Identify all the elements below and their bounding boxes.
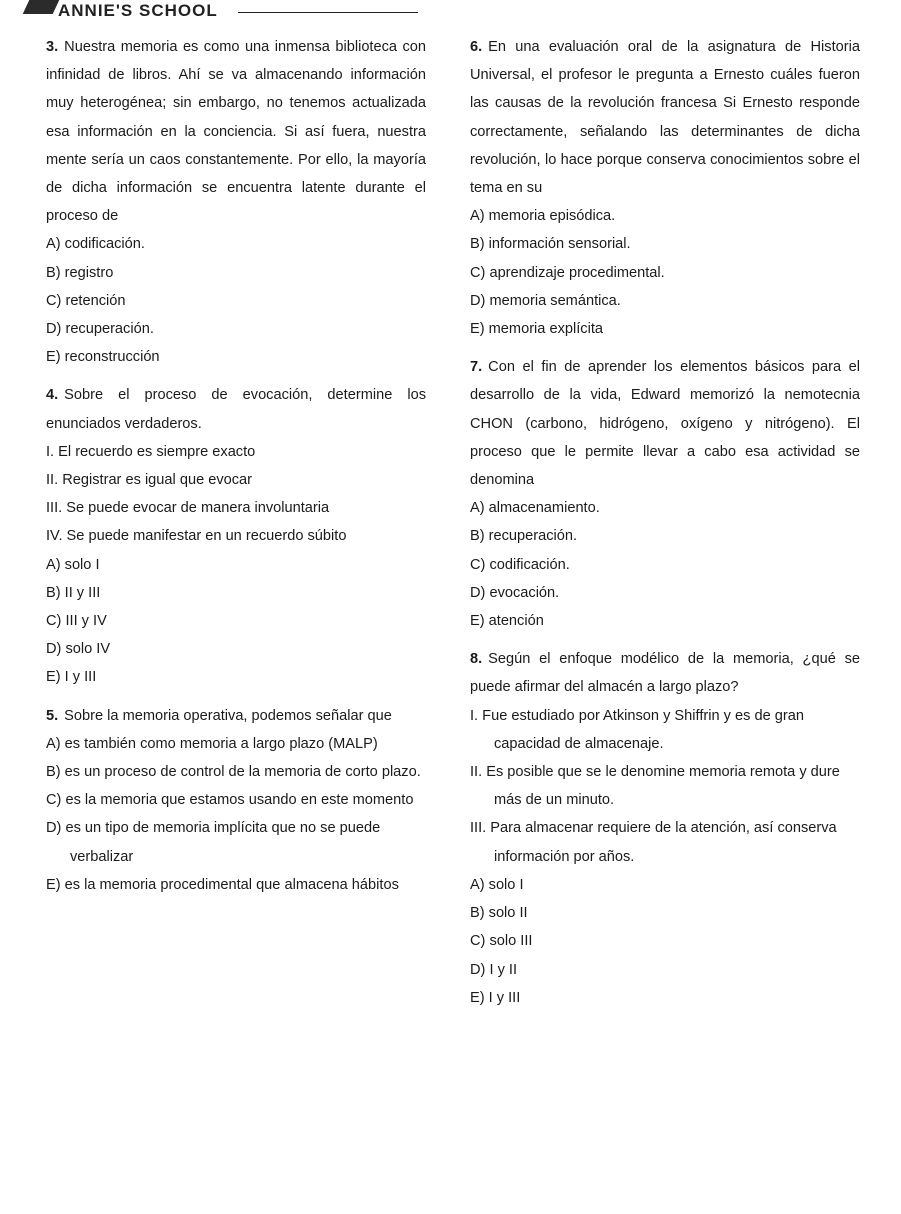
question-number: 6. [470, 39, 483, 55]
statement-ii: II. Registrar es igual que evocar [46, 472, 253, 489]
question-8 [470, 645, 860, 1012]
question-stem: 5. Sobre la memoria operativa, podemos señalar que [46, 707, 392, 724]
option-d: D) solo IV [46, 641, 111, 658]
page-header [0, 0, 901, 22]
question-7 [470, 353, 860, 635]
option-d: D) evocación. [470, 584, 560, 601]
option-e: E) es la memoria procedimental que almacena hábitos [46, 876, 399, 893]
option-d: D) memoria semántica. [470, 292, 621, 309]
option-c: C) es la memoria que estamos usando en este momento [46, 792, 414, 809]
question-number: 3. [46, 39, 59, 55]
option-e: E) I y III [470, 989, 521, 1006]
question-5 [46, 702, 426, 899]
option-e: E) memoria explícita [470, 321, 604, 338]
question-stem: 7. Con el fin de aprender los elementos básicos para el desarrollo de la vida, Edward memorizó la nemotecnia CHON (carbono, hidrógeno, oxígeno y nitrógeno). El proceso que le permite llevar a cabo esa actividad se denomina [470, 359, 860, 489]
school-logo-icon [23, 0, 60, 14]
option-b: B) recuperación. [470, 528, 578, 545]
question-3 [46, 33, 426, 371]
option-c: C) aprendizaje procedimental. [470, 264, 665, 281]
right-column [470, 33, 860, 1012]
question-stem: 4. Sobre el proceso de evocación, determine los enunciados verdaderos. [46, 387, 426, 432]
option-d: D) recuperación. [46, 321, 154, 338]
option-a: A) solo I [46, 556, 100, 573]
question-number: 5. [46, 707, 59, 724]
option-a: A) es también como memoria a largo plazo (MALP) [46, 735, 378, 752]
header-divider [238, 12, 418, 13]
option-d: D) I y II [470, 961, 518, 978]
option-c: C) retención [46, 292, 126, 309]
option-a: A) memoria episódica. [470, 208, 616, 225]
statement-ii: II. Es posible que se le denomine memoria remota y dure más de un minuto. [470, 764, 840, 809]
statement-i: I. El recuerdo es siempre exacto [46, 443, 256, 460]
option-c: C) III y IV [46, 613, 107, 630]
question-stem: 8. Según el enfoque modélico de la memoria, ¿qué se puede afirmar del almacén a largo plazo? [470, 651, 860, 696]
question-stem: 3. Nuestra memoria es como una inmensa biblioteca con infinidad de libros. Ahí se va almacenando información muy heterogénea; sin embargo, no tenemos actualizada esa información en la conciencia. Si así fuera, nuestra mente sería un caos constantemente. Por ello, la mayoría de dicha información se encuentra latente durante el proceso de [46, 39, 426, 225]
option-c: C) codificación. [470, 556, 570, 573]
question-number: 8. [470, 651, 483, 668]
option-a: A) solo I [470, 876, 524, 893]
statement-iii: III. Se puede evocar de manera involuntaria [46, 500, 330, 517]
option-e: E) I y III [46, 669, 97, 686]
option-b: B) registro [46, 264, 114, 281]
option-b: B) información sensorial. [470, 236, 631, 253]
option-a: A) almacenamiento. [470, 500, 600, 517]
option-d: D) es un tipo de memoria implícita que no se puede verbalizar [46, 820, 381, 865]
question-number: 7. [470, 359, 483, 376]
question-stem: 6. En una evaluación oral de la asignatura de Historia Universal, el profesor le pregunta a Ernesto cuáles fueron las causas de la revolución francesa Si Ernesto responde correctamente, señalando las determinantes de dicha revolución, lo hace porque conserva conocimientos sobre el tema en su [470, 39, 860, 197]
statement-iv: IV. Se puede manifestar en un recuerdo súbito [46, 528, 347, 545]
question-6 [470, 33, 860, 343]
statement-i: I. Fue estudiado por Atkinson y Shiffrin y es de gran capacidad de almacenaje. [470, 707, 804, 752]
option-e: E) reconstrucción [46, 349, 160, 366]
statement-iii: III. Para almacenar requiere de la atención, así conserva información por años. [470, 820, 837, 865]
option-e: E) atención [470, 613, 544, 630]
option-b: B) es un proceso de control de la memoria de corto plazo. [46, 764, 421, 781]
option-b: B) II y III [46, 584, 101, 601]
option-b: B) solo II [470, 905, 528, 922]
school-name: ANNIE'S SCHOOL [58, 1, 218, 20]
option-a: A) codificación. [46, 236, 145, 253]
left-column [46, 33, 426, 899]
question-4 [46, 381, 426, 691]
question-number: 4. [46, 387, 59, 404]
option-c: C) solo III [470, 933, 533, 950]
